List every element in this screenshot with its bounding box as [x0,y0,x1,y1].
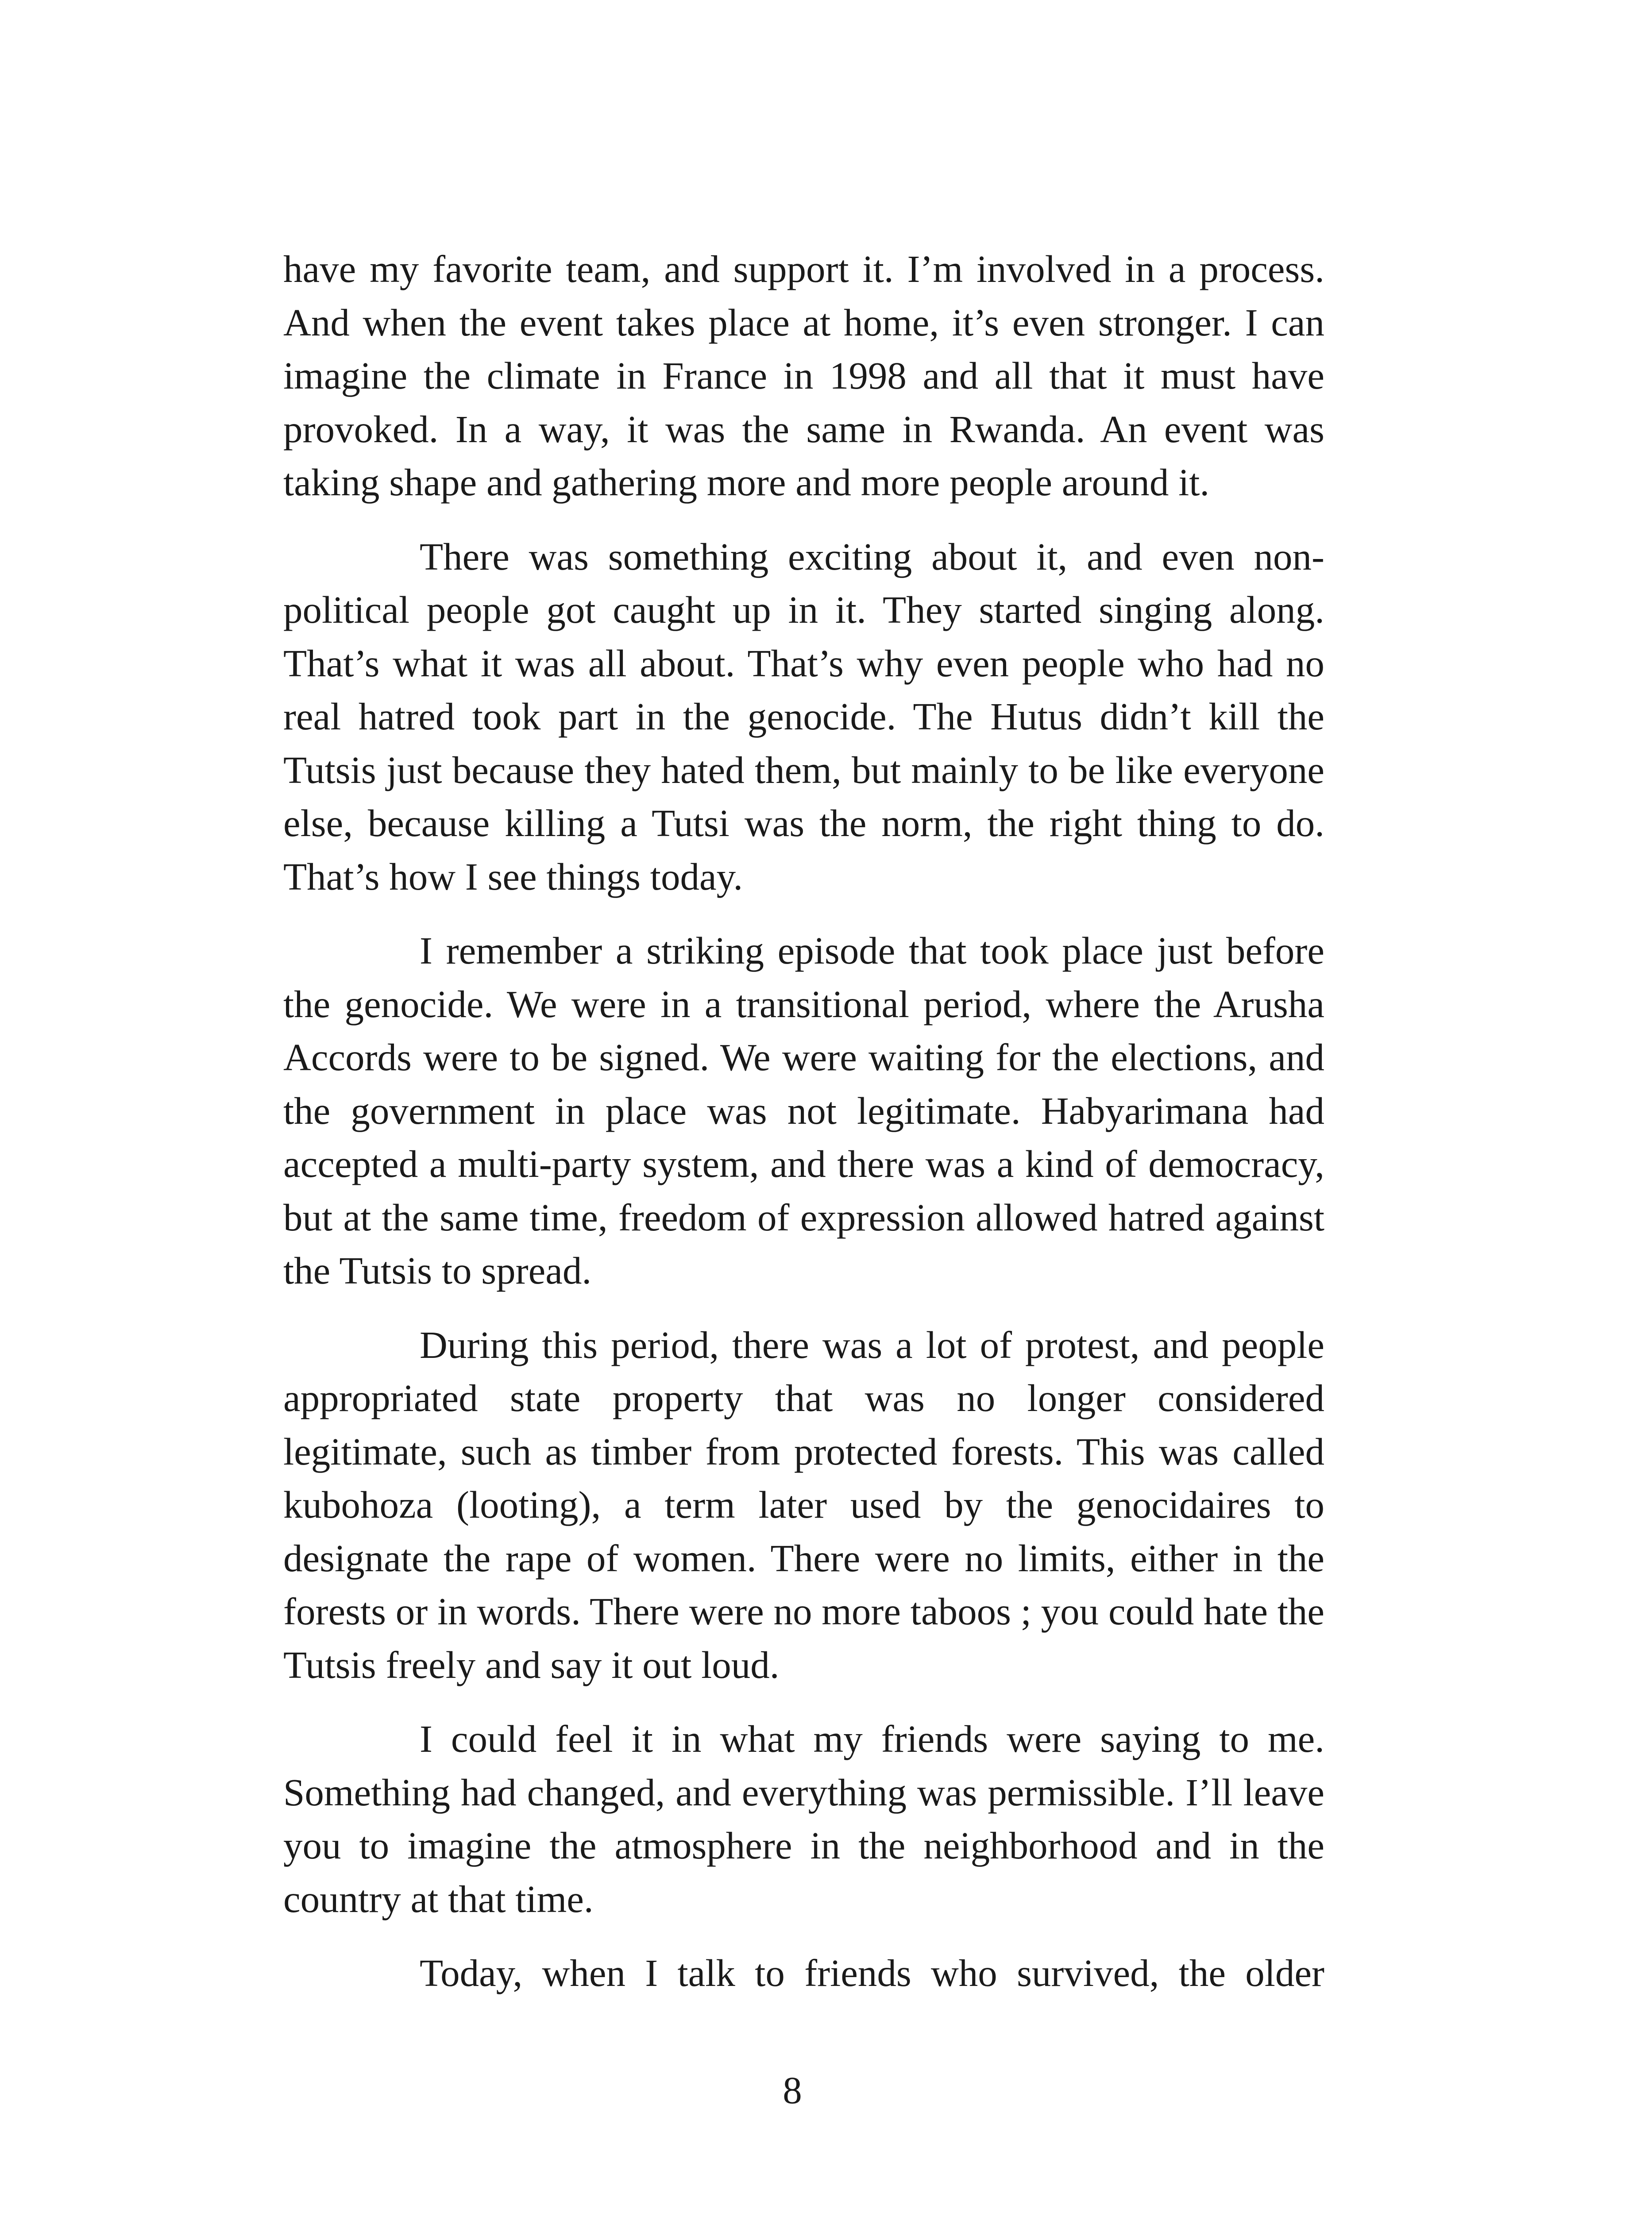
paragraph-2: There was something exciting about it, and even non-political people got caught up in it. They started singing along. That’s what it was all about. That’s why even people who had no real hatred took part in the genocide. The Hutus didn’t kill the Tutsis just because they hated them, but mainly to be like everyone else, because killing a Tutsi was the norm, the right thing to do. That’s how I see things today. [283,535,1324,898]
page-number: 8 [783,2069,802,2112]
body-text [283,243,1324,2000]
paragraph-4: During this period, there was a lot of protest, and people appropriated state property that was no longer considered legitimate, such as timber from protected forests. This was called kubohoza (looting), a term later used by the genocidaires to designate the rape of women. There were no limits, either in the forests or in words. There were no more taboos ; you could hate the Tutsis freely and say it out loud. [283,1323,1324,1686]
paragraph-5: I could feel it in what my friends were saying to me. Something had changed, and everything was permissible. I’ll leave you to imagine the atmosphere in the neighborhood and in the country at that time. [283,1717,1324,1920]
paragraph-1: have my favorite team, and support it. I’m involved in a process. And when the event takes place at home, it’s even stronger. I can imagine the climate in France in 1998 and all that it must have provoked. In a way, it was the same in Rwanda. An event was taking shape and gathering more and more people around it. [283,247,1324,504]
paragraph-3: I remember a striking episode that took place just before the genocide. We were in a transitional period, where the Arusha Accords were to be signed. We were waiting for the elections, and the government in place was not legitimate. Habyarimana had accepted a multi-party system, and there was a kind of democracy, but at the same time, freedom of expression allowed hatred against the Tutsis to spread. [283,929,1324,1292]
paragraph-6: Today, when I talk to friends who survived, the older [420,1951,1324,1994]
